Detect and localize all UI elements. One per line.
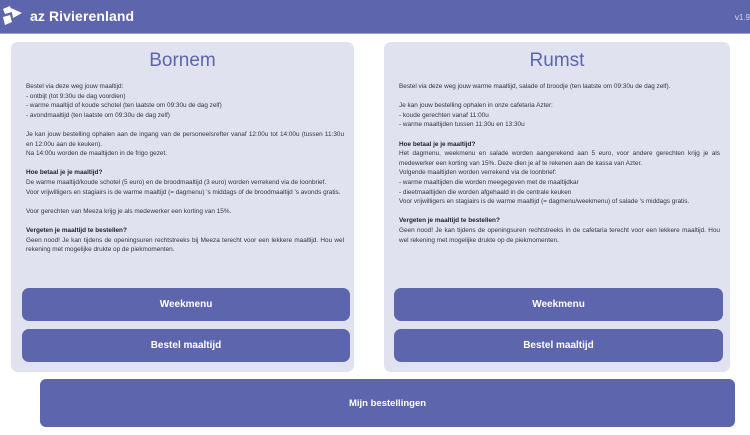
weekmenu-button-bornem[interactable]: Weekmenu — [22, 288, 350, 321]
location-info — [11, 76, 354, 255]
section-heading: Hoe betaal je je maaltijd? — [26, 169, 103, 177]
section-heading: Vergeten je maaltijd te bestellen? — [26, 226, 127, 234]
location-card-bornem — [11, 42, 354, 372]
spacer — [26, 216, 344, 226]
section-heading: Hoe betaal je je maaltijd? — [399, 140, 476, 148]
spacer — [26, 197, 344, 207]
info-text: Volgende maaltijden worden verrekend via de loonbrief: — [399, 169, 557, 177]
spacer — [399, 92, 720, 102]
location-info — [384, 76, 730, 245]
info-text: Je kan jouw bestelling ophalen aan de ingang van de personeelsrefter vanaf 12:00u tot 14:00u (tussen 11:30u en 12:00u aan de keuken). — [26, 130, 344, 148]
version-label: v1.9 — [734, 13, 750, 22]
info-text: - warme maaltijden tussen 11:30u en 13:30u — [399, 121, 525, 129]
az-rivierenland-logo-icon — [2, 5, 24, 27]
info-text: Geen nood! Je kan tijdens de openingsuren rechtstreeks bij Meeza terecht voor een lekkere maaltijd. Hou wel rekening met mogelijke drukte op de piekmomenten. — [26, 236, 344, 254]
info-text: Voor vrijwilligers en stagiairs is de warme maaltijd (= dagmenu/weekmenu) of salade 's middags gratis. — [399, 198, 690, 206]
info-text: Voor gerechten van Meeza krijg je als medewerker een korting van 15%. — [26, 207, 232, 215]
info-text: - avondmaaltijd (ten laatste om 09:30u de dag zelf) — [26, 111, 170, 119]
location-title: Rumst — [529, 50, 585, 71]
brand-name: az Rivierenland — [30, 8, 135, 24]
weekmenu-button-rumst[interactable]: Weekmenu — [394, 288, 723, 321]
info-text: Na 14:00u worden de maaltijden in de frigo gezet. — [26, 150, 168, 158]
info-text: Het dagmenu, weekmenu en salade worden aangerekend aan 5 euro, voor andere gerechten krijg je als medewerker een korting van 15%. Deze dien je af te rekenen aan de kassa van Azter. — [399, 150, 720, 167]
spacer — [26, 120, 344, 130]
spacer — [26, 159, 344, 169]
info-text: Voor vrijwilligers en stagiairs is de warme maaltijd (= dagmenu) 's middags of de broodmaaltijd 's avonds gratis. — [26, 188, 341, 196]
my-orders-button[interactable]: Mijn bestellingen — [40, 379, 735, 427]
section-heading: Vergeten je maaltijd te bestellen? — [399, 217, 500, 225]
location-card-rumst — [384, 42, 730, 372]
info-text: - ontbijt (tot 9:30u de dag voordien) — [26, 92, 126, 100]
app-header — [0, 0, 750, 34]
order-meal-button-bornem[interactable]: Bestel maaltijd — [22, 329, 350, 362]
info-text: - warme maaltijden die worden meegegeven met de maaltijdkar — [399, 178, 579, 186]
info-text: - koude gerechten vanaf 11:00u — [399, 111, 489, 119]
info-text: Je kan jouw bestelling ophalen in onze cafetaria Azter: — [399, 102, 553, 110]
spacer — [399, 207, 720, 217]
order-meal-button-rumst[interactable]: Bestel maaltijd — [394, 329, 723, 362]
info-text: - warme maaltijd of koude schotel (ten laatste om 09:30u de dag zelf) — [26, 102, 222, 110]
spacer — [399, 130, 720, 140]
info-text: - dieetmaaltijden die worden afgehaald in de centrale keuken — [399, 188, 572, 196]
location-title: Bornem — [149, 50, 216, 71]
info-text: De warme maaltijd/koude schotel (5 euro) en de broodmaaltijd (3 euro) worden verrekend via de loonbrief. — [26, 178, 327, 186]
info-text: Geen nood! Je kan tijdens de openingsuren rechtstreeks in de cafetaria terecht voor een lekkere maaltijd. Hou wel rekening met mogelijke drukte op de piekmomenten. — [399, 226, 720, 244]
info-text: Bestel via deze weg jouw warme maaltijd, salade of broodje (ten laatste om 09:30u de dag zelf). — [399, 83, 671, 90]
info-text: Bestel via deze weg jouw maaltijd: — [26, 83, 124, 90]
